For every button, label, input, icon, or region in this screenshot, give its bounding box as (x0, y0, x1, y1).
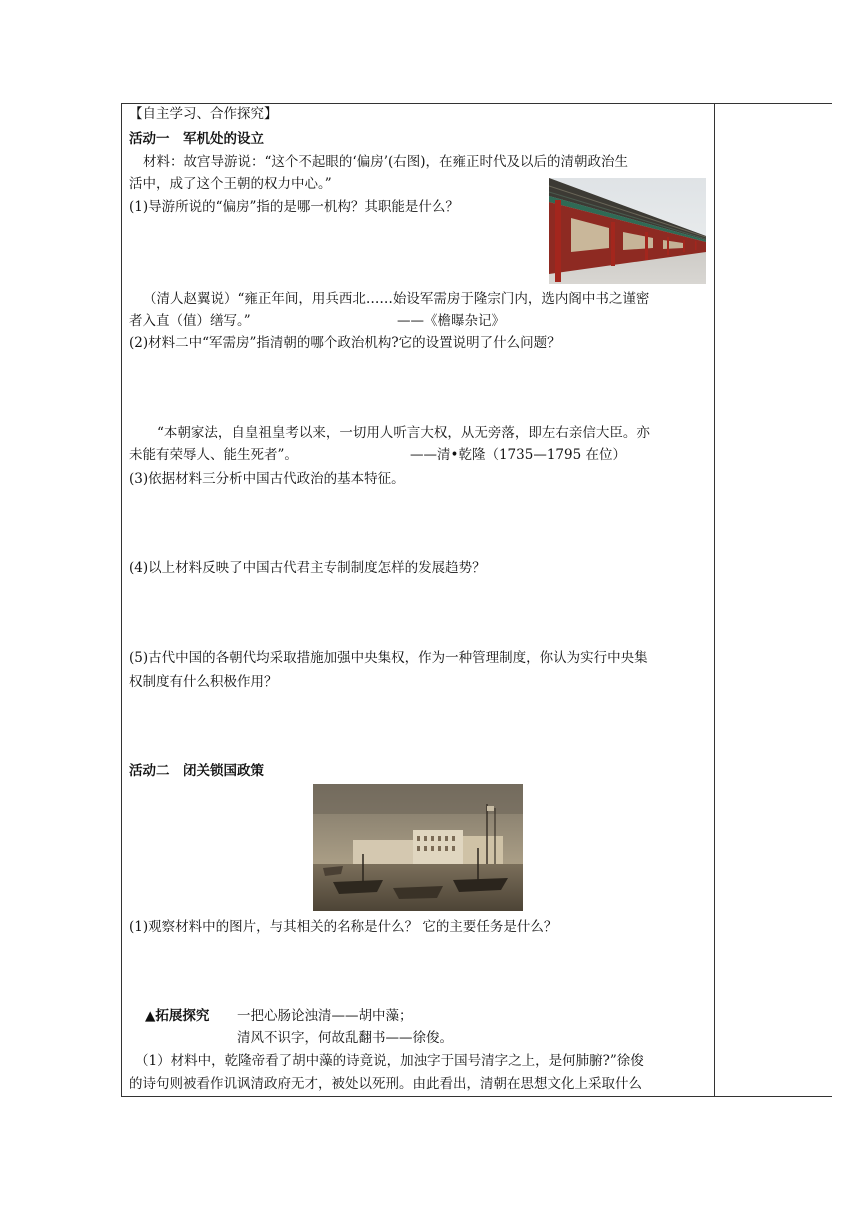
material2-line2: 者入直（值）缮写。” (129, 313, 251, 329)
table-column-divider (714, 103, 715, 1096)
extension-poem-line1: 一把心肠论浊清——胡中藻； (237, 1008, 413, 1024)
material3-line1: “本朝家法，自皇祖皇考以来，一切用人听言大权，从无旁落，即左右亲信大臣。亦 (157, 425, 650, 441)
material1-line1: 材料：故宫导游说：“这个不起眼的‘偏房’(右图)，在雍正时代及以后的清朝政治生 (143, 154, 629, 170)
activity2-question-1: (1)观察材料中的图片，与其相关的名称是什么？ 它的主要任务是什么？ (129, 919, 558, 935)
extension-poem-line2: 清风不识字，何故乱翻书——徐俊。 (237, 1030, 453, 1046)
extension-title: ▲拓展探究 (145, 1008, 210, 1024)
material1-line2: 活中，成了这个王朝的权力中心。” (129, 176, 332, 192)
activity2-title: 活动二 闭关锁国政策 (129, 763, 264, 779)
question-5-line2: 权制度有什么积极作用？ (129, 674, 278, 690)
material2-line1: （清人赵翼说）“雍正年间，用兵西北……始设军需房于隆宗门内，选内阁中书之谨密 (143, 291, 650, 307)
table-bottom-border (121, 1096, 832, 1097)
material3-source: ——清•乾隆（1735—1795 在位） (410, 447, 626, 463)
question-5-line1: (5)古代中国的各朝代均采取措施加强中央集权，作为一种管理制度，你认为实行中央集 (129, 650, 648, 666)
material2-source: ——《檐曝杂记》 (397, 313, 505, 329)
material3-line2: 未能有荣辱人、能生死者”。 (129, 447, 298, 463)
question-2: (2)材料二中“军需房”指清朝的哪个政治机构?它的设置说明了什么问题？ (129, 335, 561, 351)
extension-question-line1: （1）材料中，乾隆帝看了胡中藻的诗竟说，加浊字于国号清字之上，是何肺腑?”徐俊 (135, 1053, 644, 1069)
extension-question-line2: 的诗句则被看作讥讽清政府无才，被处以死刑。由此看出，清朝在思想文化上采取什么 (129, 1076, 642, 1092)
question-4: (4)以上材料反映了中国古代君主专制制度怎样的发展趋势？ (129, 560, 486, 576)
grand-council-building-photo (549, 178, 706, 284)
question-3: (3)依据材料三分析中国古代政治的基本特征。 (129, 471, 405, 487)
canton-harbor-painting (313, 784, 523, 911)
table-left-border (121, 103, 122, 1096)
question-1: (1)导游所说的“偏房”指的是哪一机构？其职能是什么？ (129, 199, 459, 215)
activity1-title: 活动一 军机处的设立 (129, 131, 264, 147)
section-header: 【自主学习、合作探究】 (129, 106, 278, 122)
